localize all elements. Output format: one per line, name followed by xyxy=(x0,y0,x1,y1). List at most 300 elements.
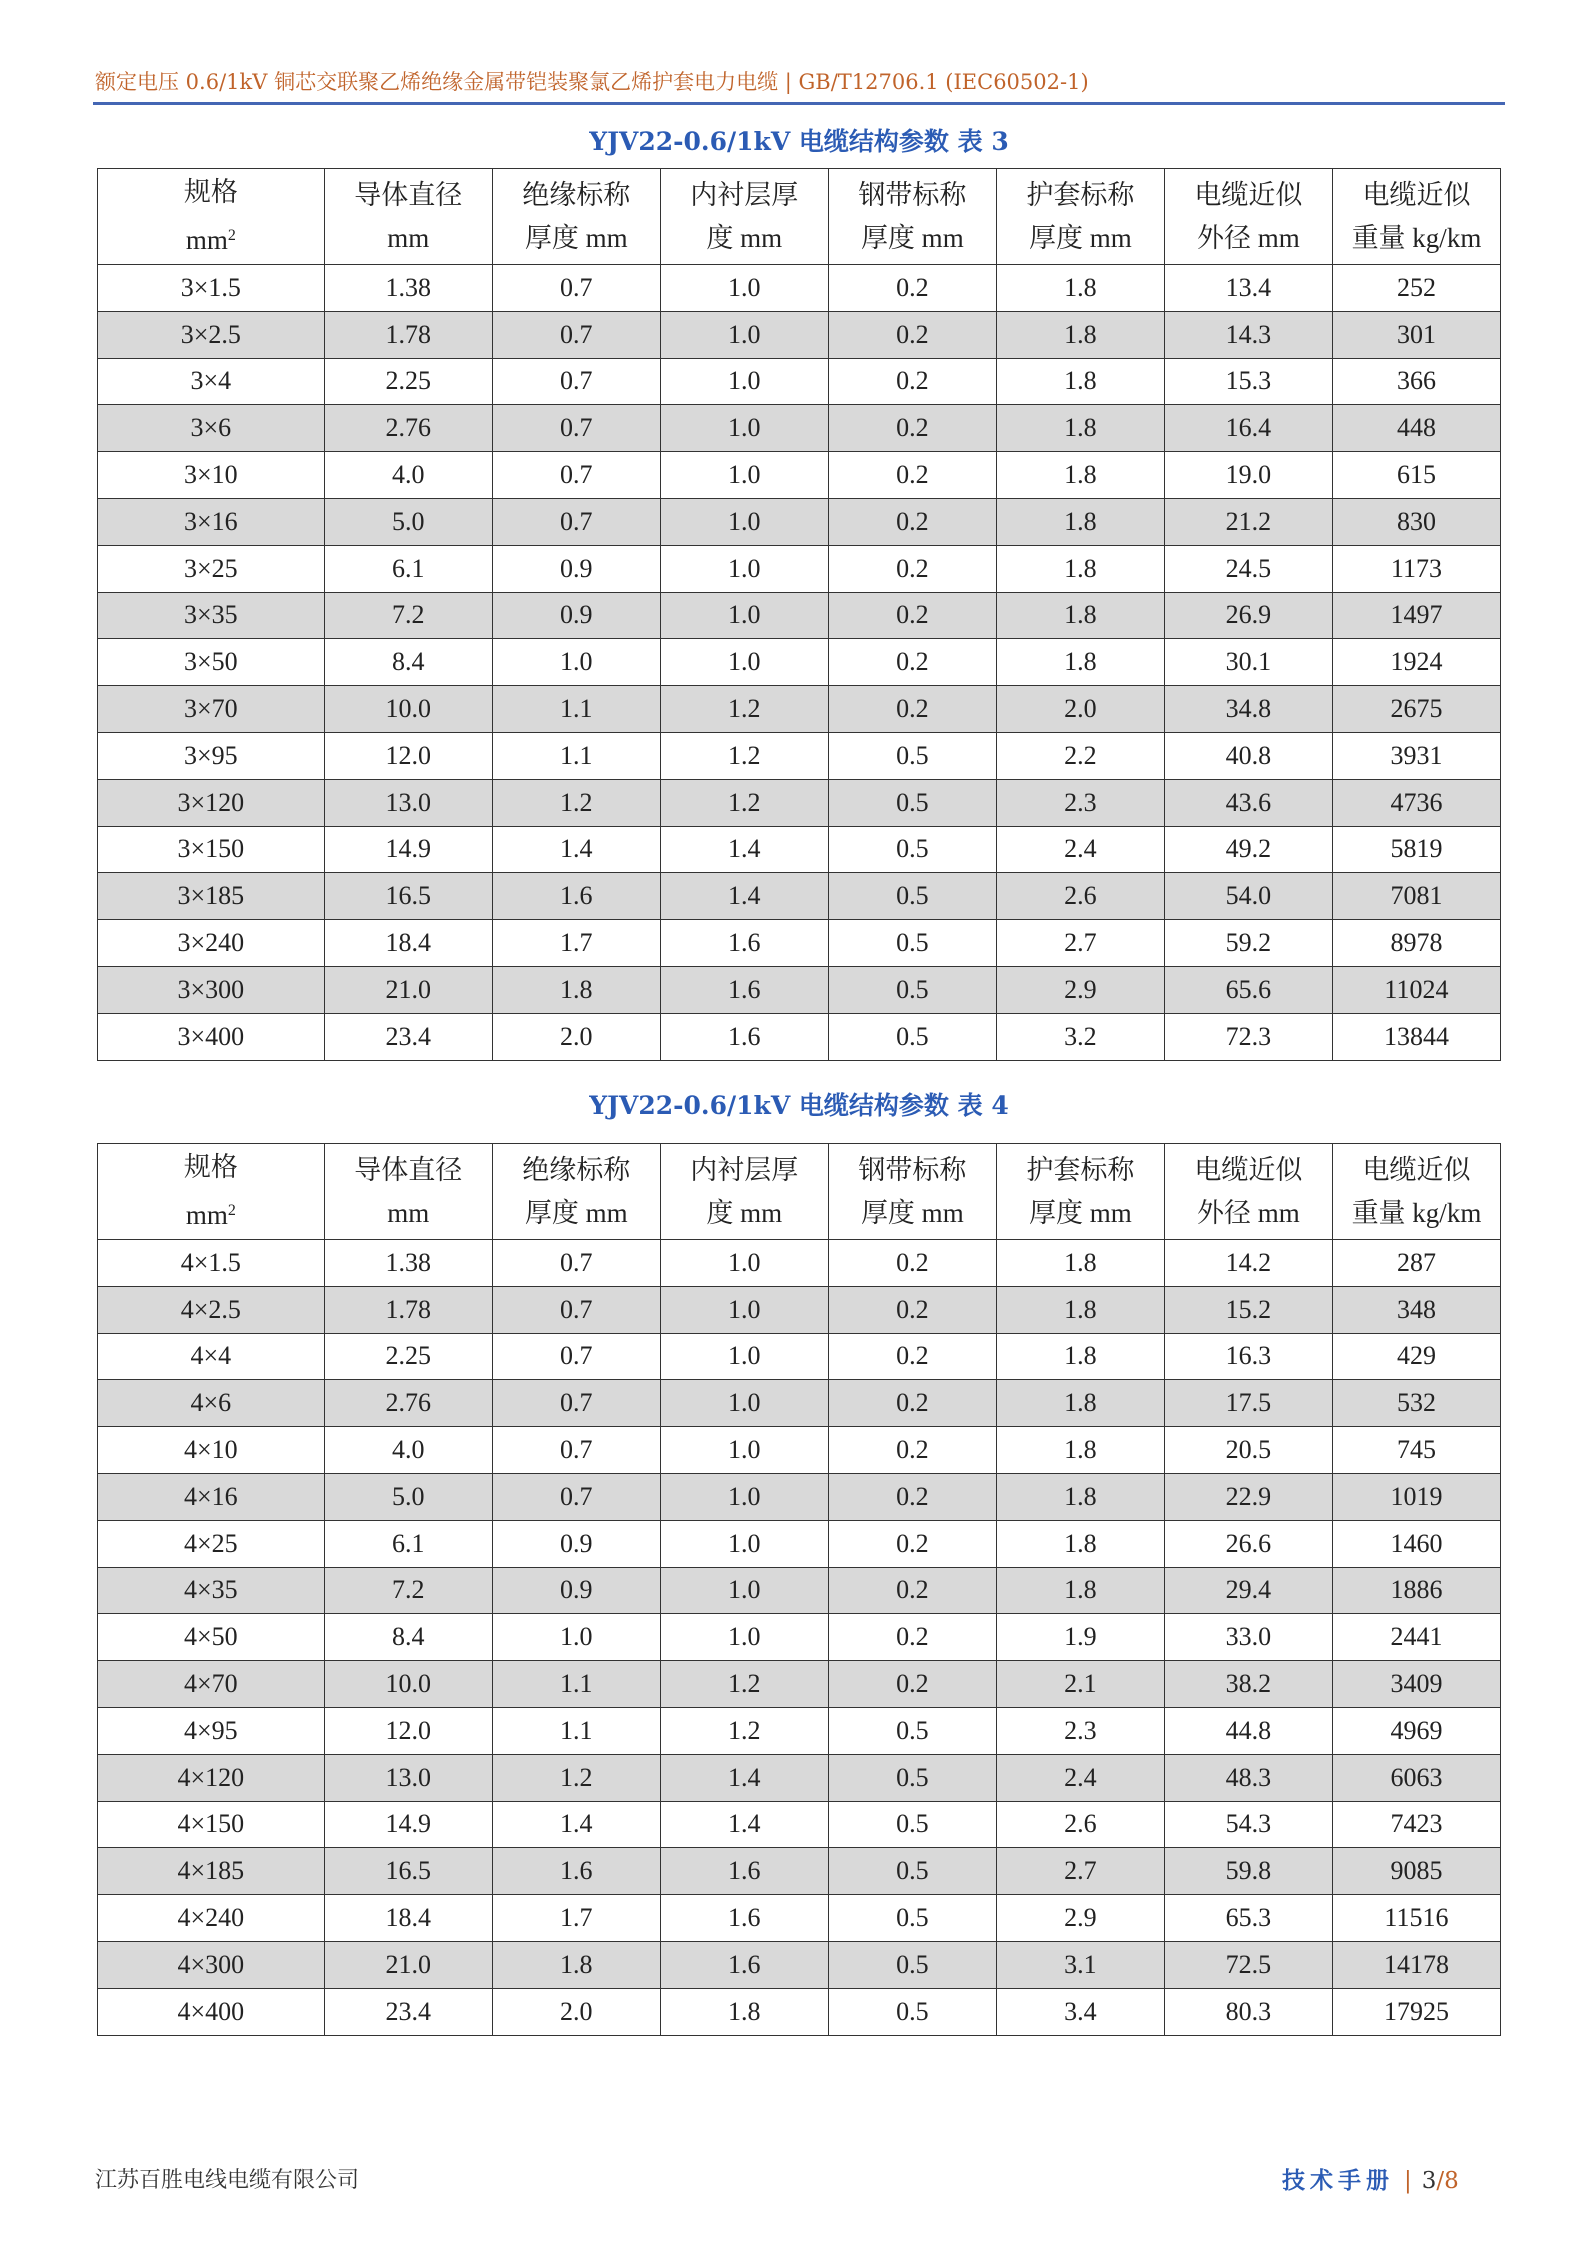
table-cell: 2441 xyxy=(1332,1614,1500,1661)
table-row xyxy=(98,592,1501,639)
table-cell: 1.0 xyxy=(660,358,828,405)
table-cell: 14.2 xyxy=(1164,1240,1332,1287)
table-row xyxy=(98,779,1501,826)
table-row xyxy=(98,1988,1501,2035)
table-cell: 8978 xyxy=(1332,920,1500,967)
table-row xyxy=(98,1754,1501,1801)
table-cell: 34.8 xyxy=(1164,686,1332,733)
table-cell: 3×150 xyxy=(98,826,325,873)
table-cell: 6063 xyxy=(1332,1754,1500,1801)
table-cell: 14.9 xyxy=(324,1801,492,1848)
table-cell: 0.2 xyxy=(828,1520,996,1567)
table-row xyxy=(98,1941,1501,1988)
table-cell: 8.4 xyxy=(324,639,492,686)
table-4 xyxy=(97,1143,1501,2036)
table-cell: 3.2 xyxy=(996,1013,1164,1060)
table-cell: 3.1 xyxy=(996,1941,1164,1988)
table-cell: 21.0 xyxy=(324,966,492,1013)
column-header-line2 xyxy=(1165,217,1332,260)
table-cell: 3×120 xyxy=(98,779,325,826)
table-row xyxy=(98,311,1501,358)
column-header-line1: 内衬层厚 xyxy=(690,179,799,210)
table-cell: 65.6 xyxy=(1164,966,1332,1013)
table-cell: 1.4 xyxy=(660,1754,828,1801)
table-cell: 0.2 xyxy=(828,686,996,733)
table-cell: 1.8 xyxy=(996,1380,1164,1427)
table-cell: 1.2 xyxy=(660,686,828,733)
column-header-line1: 电缆近似 xyxy=(1362,179,1471,210)
column-header-line1: 规格 xyxy=(183,1152,238,1182)
table-4-body xyxy=(98,1240,1501,2036)
table-cell: 0.2 xyxy=(828,639,996,686)
table-cell: 1.78 xyxy=(324,311,492,358)
table-cell: 3×16 xyxy=(98,498,325,545)
table-cell: 1.0 xyxy=(492,639,660,686)
table-cell: 4736 xyxy=(1332,779,1500,826)
table-cell: 26.6 xyxy=(1164,1520,1332,1567)
table-cell: 1.38 xyxy=(324,265,492,312)
table-4-title: YJV22-0.6/1kV 电缆结构参数 表 4 xyxy=(589,1091,1009,1120)
table-cell: 0.7 xyxy=(492,1427,660,1474)
table-cell: 1.6 xyxy=(660,966,828,1013)
column-header-unit: 度 mm xyxy=(706,222,783,253)
table-cell: 1.4 xyxy=(492,1801,660,1848)
table-row xyxy=(98,1848,1501,1895)
column-header-unit: 厚度 mm xyxy=(860,1197,964,1228)
table-cell: 1.4 xyxy=(492,826,660,873)
table-cell: 1.8 xyxy=(660,1988,828,2035)
table-row xyxy=(98,1240,1501,1287)
table-cell: 0.2 xyxy=(828,405,996,452)
table-cell: 0.5 xyxy=(828,826,996,873)
table-cell: 1019 xyxy=(1332,1473,1500,1520)
table-cell: 1173 xyxy=(1332,545,1500,592)
table-cell: 1.8 xyxy=(492,1941,660,1988)
table-row xyxy=(98,920,1501,967)
table-cell: 0.2 xyxy=(828,1333,996,1380)
footer-company-name: 江苏百胜电线电缆有限公司 xyxy=(95,2168,360,2193)
table-cell: 745 xyxy=(1332,1427,1500,1474)
table-cell: 16.5 xyxy=(324,873,492,920)
table-cell: 0.5 xyxy=(828,1707,996,1754)
table-cell: 1.78 xyxy=(324,1286,492,1333)
table-cell: 0.5 xyxy=(828,966,996,1013)
table-cell: 2.0 xyxy=(492,1988,660,2035)
table-cell: 1497 xyxy=(1332,592,1500,639)
column-header-line2 xyxy=(661,217,828,260)
column-header-unit: mm xyxy=(185,225,228,255)
column-header xyxy=(492,169,660,265)
table-cell: 2.1 xyxy=(996,1661,1164,1708)
table-cell: 366 xyxy=(1332,358,1500,405)
column-header-line1: 绝缘标称 xyxy=(522,179,631,210)
table-cell: 615 xyxy=(1332,452,1500,499)
table-cell: 9085 xyxy=(1332,1848,1500,1895)
table-row xyxy=(98,639,1501,686)
table-cell: 17925 xyxy=(1332,1988,1500,2035)
footer-separator: | xyxy=(1404,2168,1412,2194)
table-cell: 2.3 xyxy=(996,779,1164,826)
table-cell: 2.6 xyxy=(996,873,1164,920)
table-cell: 2.0 xyxy=(492,1013,660,1060)
table-cell: 19.0 xyxy=(1164,452,1332,499)
column-header-line2 xyxy=(829,1192,996,1235)
table-row xyxy=(98,1614,1501,1661)
column-header xyxy=(98,169,325,265)
column-header-line1: 钢带标称 xyxy=(858,1154,967,1185)
table-cell: 1.8 xyxy=(996,1240,1164,1287)
table-cell: 18.4 xyxy=(324,920,492,967)
table-row xyxy=(98,826,1501,873)
table-cell: 49.2 xyxy=(1164,826,1332,873)
table-cell: 5819 xyxy=(1332,826,1500,873)
table-cell: 3.4 xyxy=(996,1988,1164,2035)
table-cell: 8.4 xyxy=(324,1614,492,1661)
table-cell: 3×185 xyxy=(98,873,325,920)
table-cell: 2.4 xyxy=(996,826,1164,873)
table-cell: 1.2 xyxy=(660,779,828,826)
table-cell: 3×35 xyxy=(98,592,325,639)
table-cell: 59.8 xyxy=(1164,1848,1332,1895)
table-cell: 6.1 xyxy=(324,545,492,592)
table-cell: 7423 xyxy=(1332,1801,1500,1848)
table-row xyxy=(98,405,1501,452)
table-cell: 7081 xyxy=(1332,873,1500,920)
table-cell: 1.8 xyxy=(996,1473,1164,1520)
table-cell: 0.7 xyxy=(492,1286,660,1333)
table-cell: 252 xyxy=(1332,265,1500,312)
table-cell: 44.8 xyxy=(1164,1707,1332,1754)
table-row xyxy=(98,1380,1501,1427)
table-cell: 2.25 xyxy=(324,358,492,405)
table-row xyxy=(98,1520,1501,1567)
table-cell: 48.3 xyxy=(1164,1754,1332,1801)
table-cell: 0.7 xyxy=(492,1380,660,1427)
table-cell: 1.8 xyxy=(996,1286,1164,1333)
table-cell: 23.4 xyxy=(324,1013,492,1060)
table-cell: 1.0 xyxy=(660,1240,828,1287)
column-header-unit: mm xyxy=(387,1197,430,1228)
table-cell: 1.2 xyxy=(660,1661,828,1708)
table-cell: 2.6 xyxy=(996,1801,1164,1848)
column-header xyxy=(1164,1144,1332,1240)
table-cell: 13.0 xyxy=(324,779,492,826)
table-cell: 1.8 xyxy=(996,1333,1164,1380)
column-header-line2 xyxy=(98,214,324,262)
table-cell: 4×70 xyxy=(98,1661,325,1708)
table-cell: 2.7 xyxy=(996,920,1164,967)
table-cell: 0.7 xyxy=(492,452,660,499)
table-cell: 348 xyxy=(1332,1286,1500,1333)
table-cell: 3×95 xyxy=(98,732,325,779)
table-cell: 1.1 xyxy=(492,732,660,779)
table-cell: 2.2 xyxy=(996,732,1164,779)
table-row xyxy=(98,1013,1501,1060)
table-cell: 43.6 xyxy=(1164,779,1332,826)
table-cell: 1.0 xyxy=(492,1614,660,1661)
table-cell: 4×2.5 xyxy=(98,1286,325,1333)
table-cell: 1.0 xyxy=(660,1380,828,1427)
table-cell: 10.0 xyxy=(324,1661,492,1708)
table-cell: 1.0 xyxy=(660,1520,828,1567)
column-header xyxy=(996,1144,1164,1240)
column-header-line2 xyxy=(1333,217,1500,260)
table-cell: 2.25 xyxy=(324,1333,492,1380)
column-header xyxy=(98,1144,325,1240)
table-cell: 0.7 xyxy=(492,1333,660,1380)
table-cell: 1.0 xyxy=(660,639,828,686)
table-cell: 12.0 xyxy=(324,1707,492,1754)
table-cell: 0.9 xyxy=(492,1520,660,1567)
table-cell: 1.0 xyxy=(660,1567,828,1614)
table-cell: 14.3 xyxy=(1164,311,1332,358)
table-cell: 2.4 xyxy=(996,1754,1164,1801)
column-header-line1: 电缆近似 xyxy=(1194,179,1303,210)
table-cell: 1.0 xyxy=(660,1614,828,1661)
column-header-line2 xyxy=(1165,1192,1332,1235)
header-divider xyxy=(93,102,1505,105)
table-cell: 1.6 xyxy=(660,1013,828,1060)
column-header-unit: 重量 kg/km xyxy=(1351,1197,1482,1228)
table-cell: 2.9 xyxy=(996,966,1164,1013)
table-cell: 3×50 xyxy=(98,639,325,686)
table-cell: 0.5 xyxy=(828,1941,996,1988)
table-cell: 1.2 xyxy=(492,779,660,826)
table-cell: 1.8 xyxy=(996,311,1164,358)
table-cell: 1.6 xyxy=(660,920,828,967)
table-cell: 1.0 xyxy=(660,498,828,545)
table-cell: 0.7 xyxy=(492,1473,660,1520)
table-cell: 3×4 xyxy=(98,358,325,405)
table-cell: 1886 xyxy=(1332,1567,1500,1614)
table-cell: 4×16 xyxy=(98,1473,325,1520)
table-cell: 0.2 xyxy=(828,1286,996,1333)
table-cell: 16.5 xyxy=(324,1848,492,1895)
table-cell: 20.5 xyxy=(1164,1427,1332,1474)
column-header xyxy=(660,169,828,265)
table-cell: 29.4 xyxy=(1164,1567,1332,1614)
table-row xyxy=(98,1473,1501,1520)
table-cell: 17.5 xyxy=(1164,1380,1332,1427)
table-cell: 1.8 xyxy=(996,1567,1164,1614)
table-cell: 0.2 xyxy=(828,498,996,545)
column-header-line1: 规格 xyxy=(183,177,238,207)
table-cell: 5.0 xyxy=(324,1473,492,1520)
table-cell: 1.6 xyxy=(492,1848,660,1895)
footer-manual-label: 技术手册 xyxy=(1282,2167,1394,2194)
table-cell: 4×25 xyxy=(98,1520,325,1567)
footer-page-total: 8 xyxy=(1444,2168,1459,2194)
table-cell: 1.0 xyxy=(660,545,828,592)
table-cell: 1.0 xyxy=(660,1473,828,1520)
table-cell: 54.0 xyxy=(1164,873,1332,920)
table-cell: 1.4 xyxy=(660,826,828,873)
table-cell: 23.4 xyxy=(324,1988,492,2035)
table-cell: 1.7 xyxy=(492,1895,660,1942)
table-cell: 1.6 xyxy=(660,1941,828,1988)
column-header-unit: 外径 mm xyxy=(1197,222,1300,253)
table-cell: 2.0 xyxy=(996,686,1164,733)
table-cell: 4×150 xyxy=(98,1801,325,1848)
table-cell: 3×10 xyxy=(98,452,325,499)
table-cell: 0.2 xyxy=(828,452,996,499)
table-cell: 3×400 xyxy=(98,1013,325,1060)
table-cell: 65.3 xyxy=(1164,1895,1332,1942)
table-cell: 287 xyxy=(1332,1240,1500,1287)
table-cell: 1.0 xyxy=(660,592,828,639)
table-cell: 5.0 xyxy=(324,498,492,545)
table-cell: 0.2 xyxy=(828,1473,996,1520)
table-cell: 1.9 xyxy=(996,1614,1164,1661)
table-cell: 3×300 xyxy=(98,966,325,1013)
table-cell: 1.0 xyxy=(660,311,828,358)
table-cell: 0.5 xyxy=(828,1754,996,1801)
table-cell: 1.8 xyxy=(996,639,1164,686)
column-header-unit: 厚度 mm xyxy=(524,1197,628,1228)
column-header-line2 xyxy=(829,217,996,260)
column-header-line1: 电缆近似 xyxy=(1194,1154,1303,1185)
table-cell: 0.5 xyxy=(828,1848,996,1895)
table-cell: 18.4 xyxy=(324,1895,492,1942)
table-cell: 4×95 xyxy=(98,1707,325,1754)
table-cell: 2675 xyxy=(1332,686,1500,733)
table-cell: 1.8 xyxy=(996,265,1164,312)
table-row xyxy=(98,686,1501,733)
table-cell: 448 xyxy=(1332,405,1500,452)
table-row xyxy=(98,1895,1501,1942)
column-header-superscript: 2 xyxy=(227,227,236,244)
table-row xyxy=(98,1333,1501,1380)
table-cell: 1.8 xyxy=(996,545,1164,592)
table-cell: 1.0 xyxy=(660,1286,828,1333)
table-cell: 14178 xyxy=(1332,1941,1500,1988)
column-header-unit: 厚度 mm xyxy=(524,222,628,253)
column-header-line1: 护套标称 xyxy=(1026,1154,1135,1185)
column-header xyxy=(1332,1144,1500,1240)
footer-page-info xyxy=(1282,2162,1459,2195)
table-cell: 2.76 xyxy=(324,405,492,452)
table-3-body xyxy=(98,265,1501,1061)
table-cell: 4×300 xyxy=(98,1941,325,1988)
table-cell: 1924 xyxy=(1332,639,1500,686)
table-cell: 4×120 xyxy=(98,1754,325,1801)
table-cell: 1.1 xyxy=(492,686,660,733)
table-cell: 1.1 xyxy=(492,1707,660,1754)
table-row xyxy=(98,1286,1501,1333)
table-cell: 0.7 xyxy=(492,405,660,452)
table-cell: 1.0 xyxy=(660,405,828,452)
column-header-unit: 外径 mm xyxy=(1197,1197,1300,1228)
column-header-unit: 厚度 mm xyxy=(1028,1197,1132,1228)
table-cell: 12.0 xyxy=(324,732,492,779)
table-cell: 3×240 xyxy=(98,920,325,967)
column-header-line1: 导体直径 xyxy=(354,179,463,210)
table-cell: 13.4 xyxy=(1164,265,1332,312)
table-cell: 301 xyxy=(1332,311,1500,358)
table-row xyxy=(98,452,1501,499)
table-header-row xyxy=(98,169,1501,265)
table-cell: 0.5 xyxy=(828,873,996,920)
table-cell: 0.9 xyxy=(492,1567,660,1614)
column-header-line1: 内衬层厚 xyxy=(690,1154,799,1185)
table-cell: 0.5 xyxy=(828,1895,996,1942)
table-cell: 2.7 xyxy=(996,1848,1164,1895)
column-header xyxy=(828,169,996,265)
table-cell: 1.1 xyxy=(492,1661,660,1708)
table-cell: 1.8 xyxy=(996,452,1164,499)
column-header-unit: mm xyxy=(387,222,430,253)
column-header xyxy=(324,169,492,265)
table-cell: 0.5 xyxy=(828,1013,996,1060)
footer-page-number: 3 xyxy=(1421,2168,1437,2194)
table-row xyxy=(98,1707,1501,1754)
table-cell: 0.2 xyxy=(828,1614,996,1661)
table-row xyxy=(98,1661,1501,1708)
table-row xyxy=(98,1801,1501,1848)
column-header-unit: 重量 kg/km xyxy=(1351,222,1482,253)
table-cell: 0.2 xyxy=(828,311,996,358)
table-cell: 1.6 xyxy=(660,1895,828,1942)
table-cell: 21.0 xyxy=(324,1941,492,1988)
table-cell: 21.2 xyxy=(1164,498,1332,545)
table-cell: 13844 xyxy=(1332,1013,1500,1060)
footer-page-slash: / xyxy=(1436,2168,1445,2194)
table-cell: 1.2 xyxy=(660,1707,828,1754)
column-header xyxy=(492,1144,660,1240)
table-cell: 0.2 xyxy=(828,1661,996,1708)
column-header-line2 xyxy=(493,1192,660,1235)
table-cell: 33.0 xyxy=(1164,1614,1332,1661)
column-header-line2 xyxy=(661,1192,828,1235)
table-cell: 0.5 xyxy=(828,920,996,967)
table-cell: 1.8 xyxy=(996,358,1164,405)
table-cell: 1.8 xyxy=(996,1427,1164,1474)
table-row xyxy=(98,1427,1501,1474)
column-header-line2 xyxy=(325,217,492,260)
column-header-line2 xyxy=(325,1192,492,1235)
table-cell: 0.9 xyxy=(492,545,660,592)
table-row xyxy=(98,358,1501,405)
table-cell: 1.8 xyxy=(492,966,660,1013)
table-cell: 40.8 xyxy=(1164,732,1332,779)
table-cell: 3409 xyxy=(1332,1661,1500,1708)
table-cell: 0.9 xyxy=(492,592,660,639)
table-cell: 3×6 xyxy=(98,405,325,452)
column-header-line1: 导体直径 xyxy=(354,1154,463,1185)
column-header-line1: 电缆近似 xyxy=(1362,1154,1471,1185)
table-cell: 16.3 xyxy=(1164,1333,1332,1380)
table-cell: 3×2.5 xyxy=(98,311,325,358)
table-cell: 72.5 xyxy=(1164,1941,1332,1988)
table-cell: 1.8 xyxy=(996,592,1164,639)
table-cell: 11024 xyxy=(1332,966,1500,1013)
table-cell: 80.3 xyxy=(1164,1988,1332,2035)
table-cell: 0.5 xyxy=(828,779,996,826)
table-cell: 0.5 xyxy=(828,1988,996,2035)
column-header-unit: 厚度 mm xyxy=(1028,222,1132,253)
table-cell: 1.0 xyxy=(660,1333,828,1380)
table-cell: 3×1.5 xyxy=(98,265,325,312)
table-cell: 1.8 xyxy=(996,498,1164,545)
column-header-line2 xyxy=(493,217,660,260)
table-cell: 15.3 xyxy=(1164,358,1332,405)
table-cell: 0.7 xyxy=(492,311,660,358)
table-cell: 0.2 xyxy=(828,1567,996,1614)
table-3-title: YJV22-0.6/1kV 电缆结构参数 表 3 xyxy=(589,127,1009,156)
table-cell: 1.6 xyxy=(492,873,660,920)
table-cell: 3×70 xyxy=(98,686,325,733)
column-header-line2 xyxy=(98,1189,324,1237)
